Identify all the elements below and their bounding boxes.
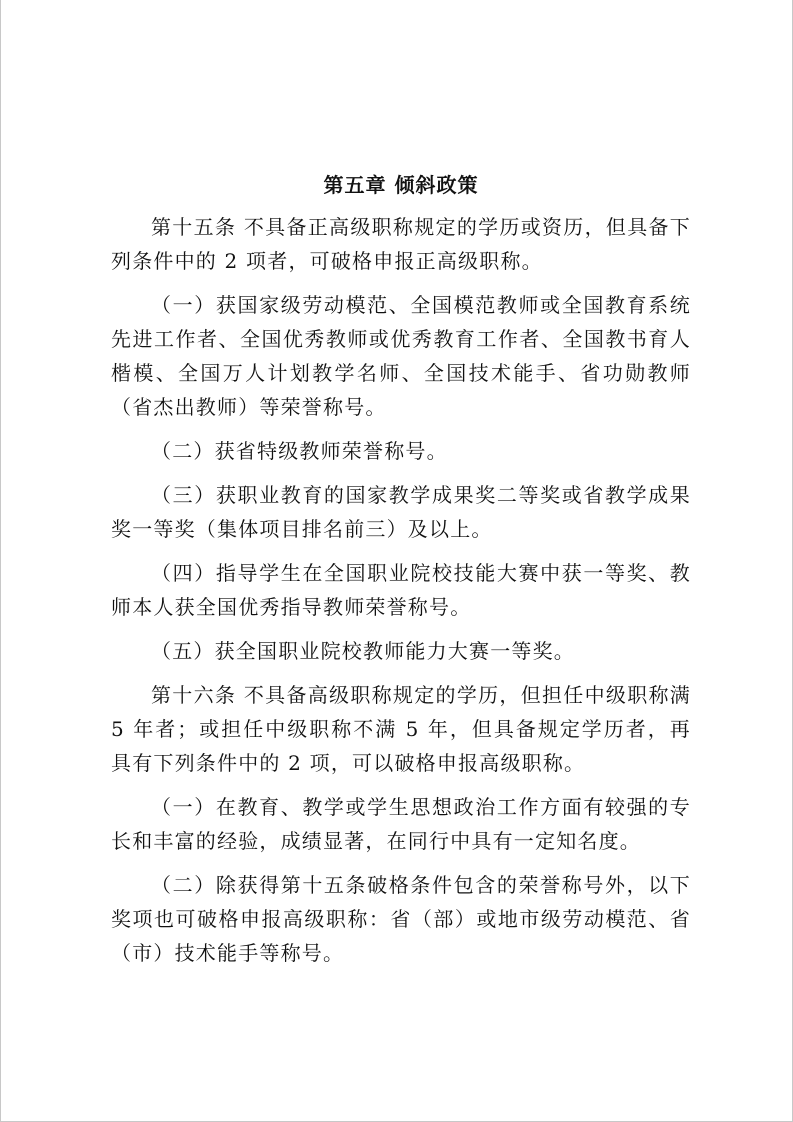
article-16-intro: 第十六条 不具备高级职称规定的学历，但担任中级职称满 5 年者；或担任中级职称不满 5 年，但具备规定学历者，再具有下列条件中的 2 项，可以破格申报高级职称。 — [111, 683, 691, 775]
article-16-item-1: （一）在教育、教学或学生思想政治工作方面有较强的专长和丰富的经验，成绩显著，在同行中具有一定知名度。 — [111, 795, 691, 853]
article-15-item-4: （四）指导学生在全国职业院校技能大赛中获一等奖、教师本人获全国优秀指导教师荣誉称号。 — [111, 561, 691, 619]
chapter-title: 第五章 倾斜政策 — [323, 173, 479, 197]
document-body — [111, 168, 691, 980]
article-15-item-3: （三）获职业教育的国家教学成果奖二等奖或省教学成果奖一等奖（集体项目排名前三）及以上。 — [111, 483, 691, 541]
article-15-item-5: （五）获全国职业院校教师能力大赛一等奖。 — [151, 639, 575, 663]
article-15-item-1: （一）获国家级劳动模范、全国模范教师或全国教育系统先进工作者、全国优秀教师或优秀教育工作者、全国教书育人楷模、全国万人计划教学名师、全国技术能手、省功勋教师（省杰出教师）等荣誉称号。 — [111, 293, 691, 419]
article-15-intro: 第十五条 不具备正高级职称规定的学历或资历，但具备下列条件中的 2 项者，可破格申报正高级职称。 — [111, 215, 691, 273]
article-16-item-2: （二）除获得第十五条破格条件包含的荣誉称号外，以下奖项也可破格申报高级职称：省（部）或地市级劳动模范、省（市）技术能手等称号。 — [111, 873, 691, 965]
article-15-item-2: （二）获省特级教师荣誉称号。 — [151, 439, 448, 463]
